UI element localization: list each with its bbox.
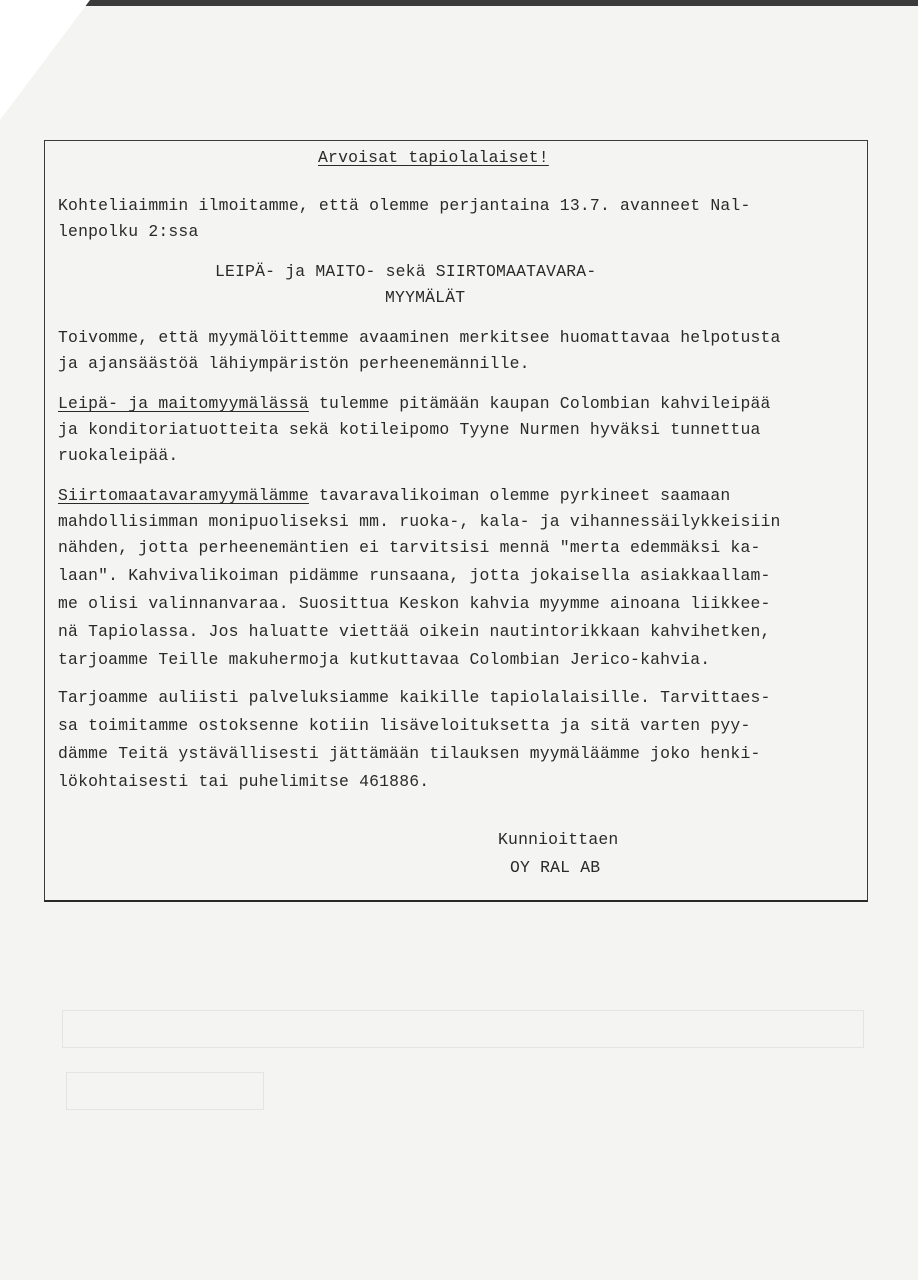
shop-names-line: MYYMÄLÄT [385,288,466,307]
intro-line: lenpolku 2:ssa [58,222,199,241]
bakery-dairy-shop-label: Leipä- ja maitomyymälässä [58,394,309,413]
intro-line: Kohteliaimmin ilmoitamme, että olemme perjantaina 13.7. avanneet Nal- [58,196,751,215]
scan-edge [0,0,918,6]
paragraph-line: lökohtaisesti tai puhelimitse 461886. [58,772,430,791]
shop-names-line: LEIPÄ- ja MAITO- sekä SIIRTOMAATAVARA- [215,262,597,281]
closing-phrase: Kunnioittaen [498,830,619,849]
paragraph-line: dämme Teitä ystävällisesti jättämään tilauksen myymäläämme joko henki- [58,744,761,763]
paragraph-line: mahdollisimman monipuoliseksi mm. ruoka-, kala- ja vihannessäilykkeisiin [58,512,781,531]
signature: OY RAL AB [510,858,601,877]
paragraph-line: ja ajansäästöä lähiympäristön perheenemännille. [58,354,530,373]
paragraph-line: Toivomme, että myymälöittemme avaaminen merkitsee huomattavaa helpotusta [58,328,781,347]
paragraph-line: nähden, jotta perheenemäntien ei tarvitsisi mennä "merta edemmäksi ka- [58,538,761,557]
paragraph-line: Siirtomaatavaramyymälämme tavaravalikoiman olemme pyrkineet saamaan [58,486,731,505]
show-through-box [66,1072,264,1110]
paragraph-line: me olisi valinnanvaraa. Suosittua Keskon kahvia myymme ainoana liikkee- [58,594,771,613]
show-through-box [62,1010,864,1048]
paragraph-line: sa toimitamme ostoksenne kotiin lisäveloituksetta ja sitä varten pyy- [58,716,751,735]
paragraph-line: nä Tapiolassa. Jos haluatte viettää oikein nautintorikkaan kahvihetken, [58,622,771,641]
paragraph-line: ruokaleipää. [58,446,179,465]
letter-heading: Arvoisat tapiolalaiset! [318,148,549,167]
paragraph-line: laan". Kahvivalikoiman pidämme runsaana, jotta jokaisella asiakkaallam- [58,566,771,585]
paragraph-line: tarjoamme Teille makuhermoja kutkuttavaa Colombian Jerico-kahvia. [58,650,711,669]
paragraph-line: Leipä- ja maitomyymälässä tulemme pitämään kaupan Colombian kahvileipää [58,394,771,413]
paragraph-line: ja konditoriatuotteita sekä kotileipomo Tyyne Nurmen hyväksi tunnettua [58,420,761,439]
paragraph-line: Tarjoamme auliisti palveluksiamme kaikille tapiolalaisille. Tarvittaes- [58,688,771,707]
grocery-shop-label: Siirtomaatavaramyymälämme [58,486,309,505]
folded-corner [0,0,90,120]
